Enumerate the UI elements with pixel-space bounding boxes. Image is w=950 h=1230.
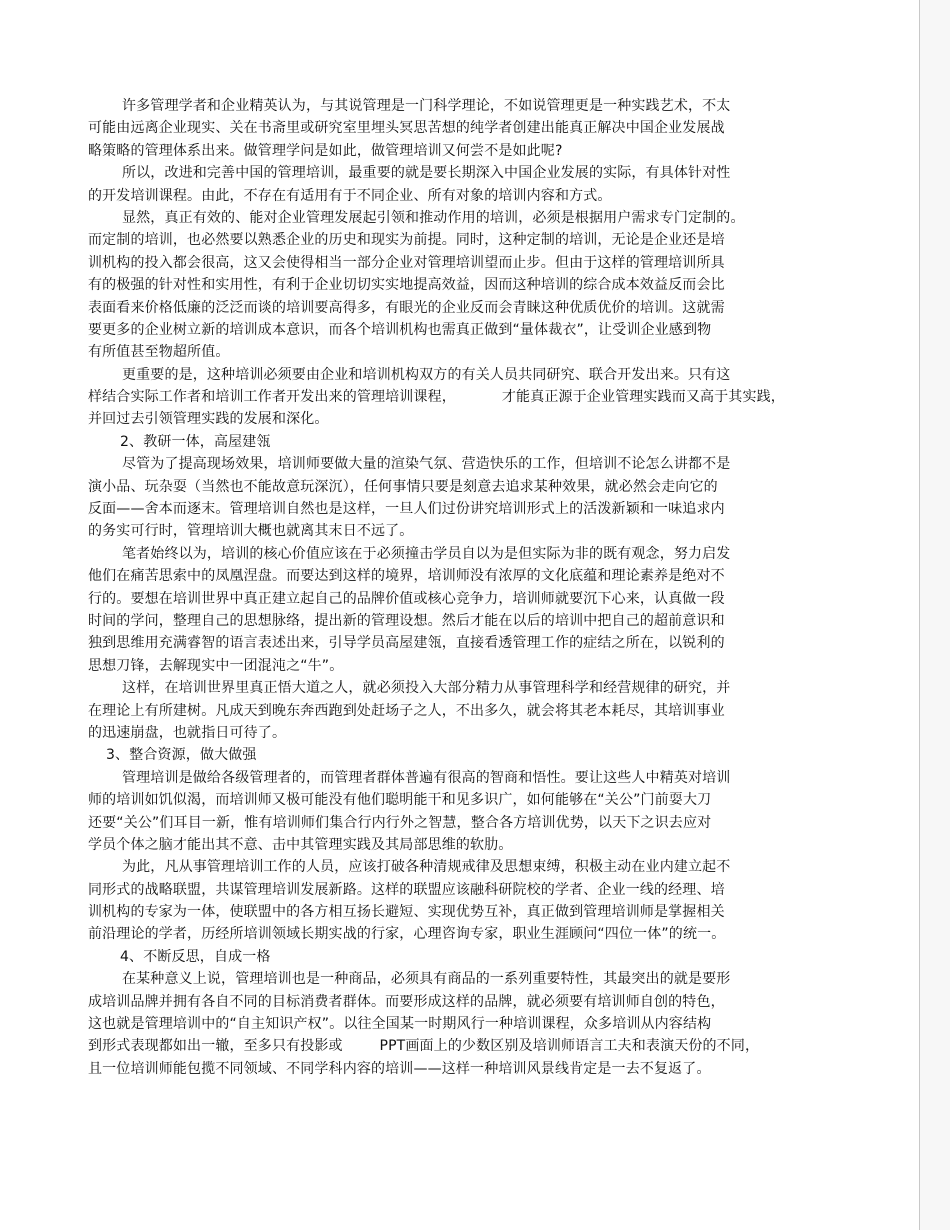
text-line: 还要“关公”们耳目一新，惟有培训师们集合行内行外之智慧，整合各方培训优势，以天下之识去应对 [88, 814, 712, 831]
text-line: 在某种意义上说，管理培训也是一种商品，必须具有商品的一系列重要特性，其最突出的就是要形 [122, 971, 731, 988]
text-line: 前沿理论的学者，历经所培训领域长期实战的行家，心理咨询专家，职业生涯顾问“四位一体”的统一。 [88, 926, 726, 943]
text-line: 所以，改进和完善中国的管理培训，最重要的就是要长期深入中国企业发展的实际，有具体针对性 [122, 165, 731, 182]
text-line: 他们在痛苦思索中的凤凰涅盘。而要达到这样的境界，培训师没有浓厚的文化底蕴和理论素养是绝对不 [88, 568, 725, 585]
text-line: 在理论上有所建树。凡成天到晚东奔西跑到处赶场子之人，不出多久，就会将其老本耗尽，其培训事业 [88, 702, 725, 719]
text-line: 有所值甚至物超所值。 [88, 344, 230, 361]
text-line: 略策略的管理体系出来。做管理学问是如此，做管理培训又何尝不是如此呢? [88, 142, 563, 159]
text-line: 思想刀锋，去解现实中一团混沌之“牛”。 [88, 657, 344, 674]
text-line: 2、教研一体，高屋建瓴 [120, 433, 271, 450]
text-line: 师的培训如饥似渴，而培训师又极可能没有他们聪明能干和见多识广，如何能够在“关公”门前耍大刀 [88, 792, 712, 809]
text-line: 更重要的是，这种培训必须要由企业和培训机构双方的有关人员共同研究、联合开发出来。只有这 [122, 366, 731, 383]
document-body [88, 95, 848, 1080]
text-line: 显然，真正有效的、能对企业管理发展起引领和推动作用的培训，必须是根据用户需求专门定制的。 [122, 209, 745, 226]
page-right-margin [920, 0, 950, 1230]
text-line: 到形式表现都如出一辙，至多只有投影或 PPT画面上的少数区别及培训师语言工夫和表演天份的不同， [88, 1038, 760, 1055]
text-line: 时间的学问，整理自己的思想脉络，提出新的管理设想。然后才能在以后的培训中把自己的超前意识和 [88, 612, 725, 629]
text-line: 可能由远离企业现实、关在书斋里或研究室里埋头冥思苦想的纯学者创建出能真正解决中国企业发展战 [88, 120, 725, 137]
text-line: 尽管为了提高现场效果，培训师要做大量的渲染气氛、营造快乐的工作，但培训不论怎么讲都不是 [122, 456, 731, 473]
text-line: 演小品、玩杂耍（当然也不能故意玩深沉），任何事情只要是刻意去追求某种效果，就必然会走向它的 [88, 478, 718, 495]
text-line: 管理培训是做给各级管理者的，而管理者群体普遍有很高的智商和悟性。要让这些人中精英对培训 [122, 769, 731, 786]
text-line: 要更多的企业树立新的培训成本意识，而各个培训机构也需真正做到“量体裁衣”，让受训企业感到物 [88, 321, 712, 338]
text-line: 同形式的战略联盟，共谋管理培训发展新路。这样的联盟应该融科研院校的学者、企业一线的经理、培 [88, 881, 725, 898]
text-line: 独到思维用充满睿智的语言表述出来，引导学员高屋建瓴，直接看透管理工作的症结之所在，以锐利的 [88, 635, 725, 652]
text-line: 而定制的培训，也必然要以熟悉企业的历史和现实为前提。同时，这种定制的培训，无论是企业还是培 [88, 232, 725, 249]
text-line: 笔者始终以为，培训的核心价值应该在于必须撞击学员自以为是但实际为非的既有观念，努力启发 [122, 545, 731, 562]
text-line: 并回过去引领管理实践的发展和深化。 [88, 411, 329, 428]
text-line: 表面看来价格低廉的泛泛而谈的培训要高得多，有眼光的企业反而会青睐这种优质优价的培训。这就需 [88, 299, 725, 316]
text-line: 样结合实际工作者和培训工作者开发出来的管理培训课程， 才能真正源于企业管理实践而又高于其实践， [88, 389, 785, 406]
text-line: 这也就是管理培训中的“自主知识产权”。以往全国某一时期风行一种培训课程，众多培训从内容结构 [88, 1016, 712, 1033]
text-line: 训机构的投入都会很高，这又会使得相当一部分企业对管理培训望而止步。但由于这样的管理培训所具 [88, 254, 725, 271]
text-line: 成培训品牌并拥有各自不同的目标消费者群体。而要形成这样的品牌，就必须要有培训师自创的特色， [88, 993, 725, 1010]
page-edge-divider [919, 0, 920, 1230]
text-line: 的务实可行时，管理培训大概也就离其末日不远了。 [88, 523, 414, 540]
text-line: 行的。要想在培训世界中真正建立起自己的品牌价值或核心竞争力，培训师就要沉下心来，认真做一段 [88, 590, 725, 607]
text-line: 的开发培训课程。由此，不存在有适用有于不同企业、所有对象的培训内容和方式。 [88, 187, 612, 204]
text-line: 且一位培训师能包揽不同领域、不同学科内容的培训——这样一种培训风景线肯定是一去不复返了。 [88, 1060, 711, 1077]
text-line: 的迅速崩盘，也就指日可待了。 [88, 724, 287, 741]
text-line: 3、整合资源，做大做强 [106, 747, 257, 764]
text-line: 为此，凡从事管理培训工作的人员，应该打破各种清规戒律及思想束缚，积极主动在业内建立起不 [122, 859, 731, 876]
text-line: 有的极强的针对性和实用性，有利于企业切切实实地提高效益，因而这种培训的综合成本效益反而会比 [88, 277, 725, 294]
text-line: 学员个体之脑才能出其不意、击中其管理实践及其局部思维的软肋。 [88, 836, 513, 853]
text-line: 训机构的专家为一体，使联盟中的各方相互扬长避短、实现优势互补，真正做到管理培训师是掌握相关 [88, 904, 725, 921]
text-line: 许多管理学者和企业精英认为，与其说管理是一门科学理论，不如说管理更是一种实践艺术，不太 [122, 98, 731, 114]
text-line: 4、不断反思，自成一格 [120, 948, 271, 965]
text-line: 反面——舍本而逐末。管理培训自然也是这样，一旦人们过份讲究培训形式上的活泼新颖和一味追求内 [88, 501, 725, 518]
text-line: 这样，在培训世界里真正悟大道之人，就必须投入大部分精力从事管理科学和经营规律的研究，并 [122, 680, 731, 697]
